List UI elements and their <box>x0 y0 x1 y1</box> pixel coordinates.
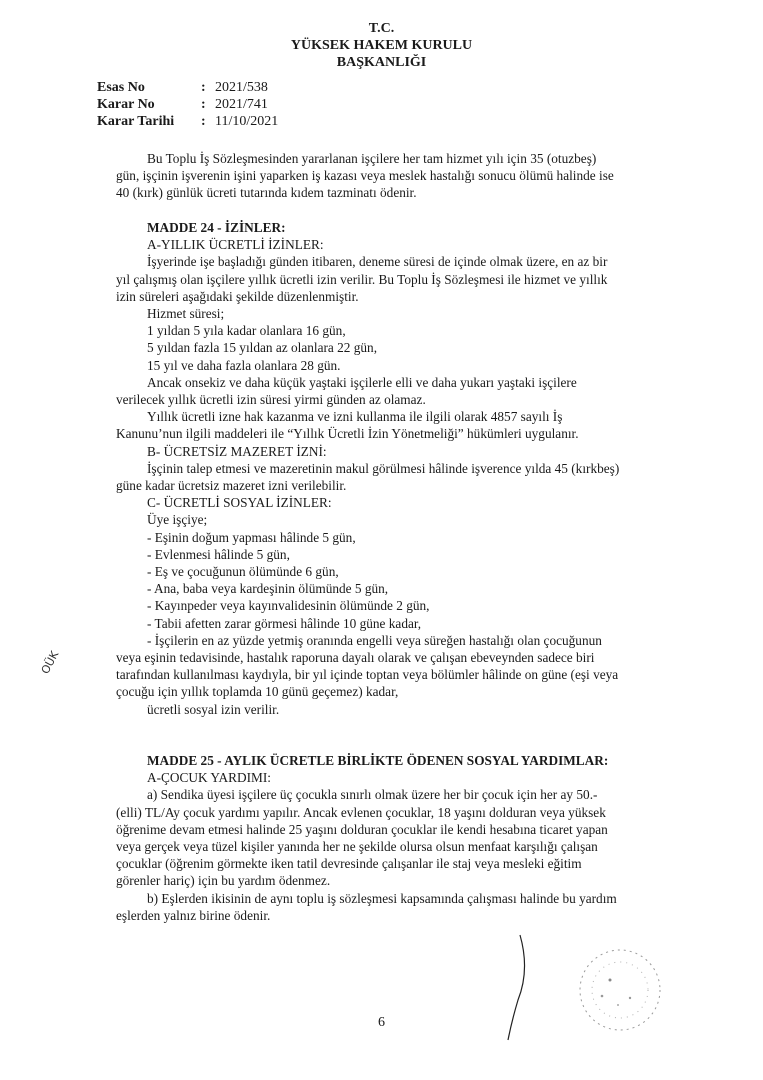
ancak-line-2: verilecek yıllık ücretli izin süresi yirmi günden az olamaz. <box>116 392 426 408</box>
section-a-line-3: izin süreleri aşağıdaki şekilde düzenlenmiştir. <box>116 288 359 304</box>
social-leave-item-7-line-4: çocuğu için yıllık toplamda 10 günü geçemez) kadar, <box>116 684 399 700</box>
madde-25-title: MADDE 25 - AYLIK ÜCRETLE BİRLİKTE ÖDENEN SOSYAL YARDIMLAR: <box>147 753 609 768</box>
esas-colon: : <box>201 80 206 95</box>
header-line-presidency: BAŞKANLIĞI <box>336 55 427 70</box>
madde-25-section <box>116 752 691 924</box>
header-line-institution: YÜKSEK HAKEM KURULU <box>290 38 473 53</box>
cocuk-a-line-3: öğrenime devam etmesi halinde 25 yaşını dolduran çocuklar ile kendi hesabına ticaret yapan <box>116 821 608 837</box>
esas-value: 2021/538 <box>215 80 268 95</box>
section-b-line-2: güne kadar ücretsiz mazeret izni verilebilir. <box>116 478 347 494</box>
header-line-tc: T.C. <box>368 21 395 36</box>
social-leave-item-2: - Evlenmesi hâlinde 5 gün, <box>147 546 290 562</box>
hizmet-item-3: 15 yıl ve daha fazla olanlara 28 gün. <box>147 357 341 373</box>
cocuk-a-line-6: görenler hariç) için bu yardım ödenmez. <box>116 873 331 889</box>
intro-line-1: Bu Toplu İş Sözleşmesinden yararlanan işçilere her tam hizmet yılı için 35 (otuzbeş) <box>147 151 597 166</box>
section-b-title: B- ÜCRETSİZ MAZERET İZNİ: <box>147 443 327 459</box>
seal-stamp-icon <box>500 930 680 1050</box>
section-a-line-1: İşyerinde işe başladığı günden itibaren, deneme süresi de içinde olmak üzere, en az bir <box>147 254 608 270</box>
karar-label: Karar No <box>97 97 155 112</box>
social-leave-item-3: - Eş ve çocuğunun ölümünde 6 gün, <box>147 564 339 580</box>
karar-colon: : <box>201 97 206 112</box>
madde-24-title: MADDE 24 - İZİNLER: <box>147 220 286 235</box>
cocuk-a-line-2: (elli) TL/Ay çocuk yardımı yapılır. Ancak evlenen çocuklar, 18 yaşını dolduran veya yüksek <box>116 804 606 820</box>
cocuk-a-line-4: veya gerçek veya tüzel kişiler yanında her ne şekilde olursa olsun menfaat karşılığı çalışan <box>116 839 598 855</box>
yillik-line-1: Yıllık ücretli izne hak kazanma ve izni kullanma ile ilgili olarak 4857 sayılı İş <box>147 409 563 425</box>
cocuk-a-line-1: a) Sendika üyesi işçilere üç çocukla sınırlı olmak üzere her bir çocuk için her ay 50.- <box>147 787 598 803</box>
page-number: 6 <box>378 1015 385 1030</box>
cocuk-b-line-2: eşlerden yalnız birine ödenir. <box>116 907 271 923</box>
social-leave-item-5: - Kayınpeder veya kayınvalidesinin ölümünde 2 gün, <box>147 598 430 614</box>
section-a-line-2: yıl çalışmış olan işçilere yıllık ücretli izin verilir. Bu Toplu İş Sözleşmesi ile hizmet ve yıllık <box>116 271 608 287</box>
social-leave-item-7-line-1: - İşçilerin en az yüzde yetmiş oranında engelli veya süreğen hastalığı olan çocuğunun <box>147 632 602 648</box>
cocuk-yardimi-title: A-ÇOCUK YARDIMI: <box>147 770 271 786</box>
hizmet-suresi: Hizmet süresi; <box>147 306 225 322</box>
case-metadata <box>97 79 278 130</box>
intro-line-2: gün, işçinin işverenin işini yaparken iş kazası veya meslek hastalığı sonucu ölümü halinde ise <box>116 168 614 184</box>
yillik-line-2: Kanunu’nun ilgili maddeleri ile “Yıllık Ücretli İzin Yönetmeliği” hükümleri uygulanır. <box>116 426 579 442</box>
hizmet-item-2: 5 yıldan fazla 15 yıldan az olanlara 22 gün, <box>147 340 378 356</box>
ancak-line-1: Ancak onsekiz ve daha küçük yaştaki işçilerle elli ve daha yukarı yaştaki işçilere <box>147 374 577 390</box>
karar-value: 2021/741 <box>215 97 268 112</box>
social-leave-item-6: - Tabii afetten zarar görmesi hâlinde 10 güne kadar, <box>147 615 422 631</box>
esas-row <box>97 79 278 96</box>
section-c-title: C- ÜCRETLİ SOSYAL İZİNLER: <box>147 495 332 511</box>
tarih-label: Karar Tarihi <box>97 114 175 129</box>
social-leave-item-4: - Ana, baba veya kardeşinin ölümünde 5 gün, <box>147 581 389 597</box>
tarih-value: 11/10/2021 <box>215 114 279 129</box>
madde-24-section <box>116 219 691 718</box>
tarih-row <box>97 113 278 130</box>
cocuk-a-line-5: çocuklar (öğrenim görmekte iken tatil devresinde çalışanlar ile staj veya mesleki eğitim <box>116 856 582 872</box>
uye-iscisi: Üye işçiye; <box>147 512 208 528</box>
section-b-line-1: İşçinin talep etmesi ve mazeretinin makul görülmesi hâlinde işverence yılda 45 (kırkbeş) <box>147 460 620 476</box>
social-leave-item-7-line-3: tarafından kullanılması kaydıyla, bir yıl içinde toptan veya bölümler hâlinde on güne (eşi veya <box>116 667 619 683</box>
social-leave-item-1: - Eşinin doğum yapması hâlinde 5 gün, <box>147 529 356 545</box>
hizmet-item-1: 1 yıldan 5 yıla kadar olanlara 16 gün, <box>147 323 346 339</box>
social-leave-item-7-line-2: veya eşinin tedavisinde, hastalık raporuna dayalı olarak ve çalışan ebeveynden sadece biri <box>116 650 595 666</box>
tarih-colon: : <box>201 114 206 129</box>
document-header <box>0 20 763 71</box>
section-a-title: A-YILLIK ÜCRETLİ İZİNLER: <box>147 237 324 253</box>
esas-label: Esas No <box>97 80 145 95</box>
intro-line-3: 40 (kırk) günlük ücreti tutarında kıdem tazminatı ödenir. <box>116 185 417 201</box>
handwritten-margin-note: OÜK <box>38 648 62 677</box>
karar-row <box>97 96 278 113</box>
social-leave-end: ücretli sosyal izin verilir. <box>147 701 280 717</box>
intro-paragraph <box>116 150 691 202</box>
cocuk-b-line-1: b) Eşlerden ikisinin de aynı toplu iş sözleşmesi kapsamında çalışması halinde bu yardım <box>147 890 617 906</box>
